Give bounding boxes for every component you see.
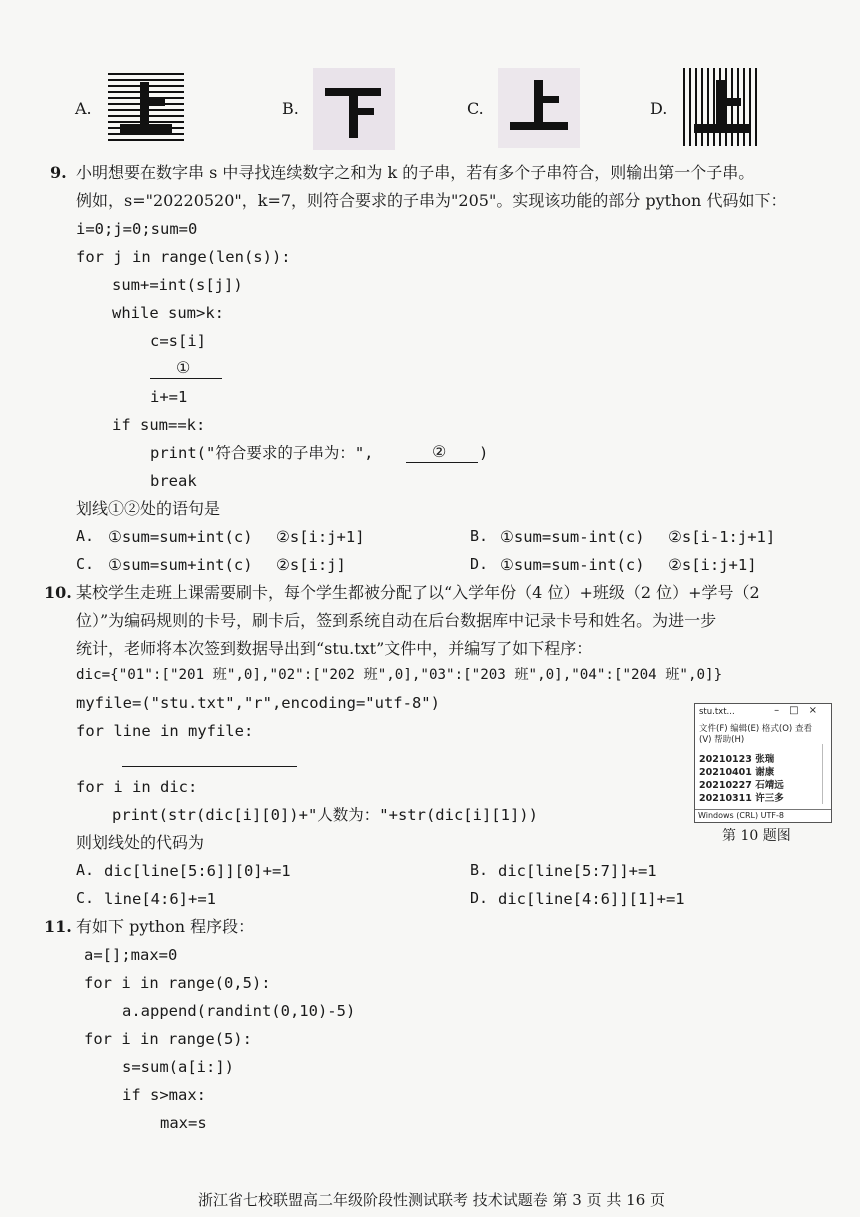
option-letter: D.: [470, 555, 489, 573]
code-line: dic={"01":["201 班",0],"02":["202 班",0],"03":["203 班",0],"04":["204 班",0]}: [76, 667, 723, 683]
code-line: i+=1: [150, 388, 188, 406]
option-letter: D.: [470, 889, 489, 907]
option-label: B.: [282, 99, 299, 118]
code-line: if sum==k:: [112, 416, 206, 434]
option-letter: A.: [76, 527, 95, 545]
code-line: a=[];max=0: [84, 946, 178, 964]
option-part-1: ①sum=sum-int(c): [500, 528, 645, 546]
code-line: break: [150, 472, 197, 490]
glyph-image-c: [498, 68, 580, 148]
option-letter: A.: [76, 861, 95, 879]
scrollbar: [822, 744, 829, 804]
notepad-line: 20210401 谢康: [699, 767, 775, 778]
code-line: for i in range(5):: [84, 1030, 252, 1048]
code-line: print("符合要求的子串为：",: [150, 444, 374, 462]
option-label: C.: [467, 99, 484, 118]
code-line: ): [479, 444, 489, 462]
page-footer: 浙江省七校联盟高二年级阶段性测试联考 技术试题卷 第 3 页 共 16 页: [198, 1191, 666, 1209]
option-part-2: ②s[i:j]: [276, 556, 346, 574]
code-line: i=0;j=0;sum=0: [76, 220, 198, 238]
option-letter: B.: [470, 527, 489, 545]
notepad-line: 20210123 张瑞: [699, 754, 775, 765]
glyph-image-b: [313, 68, 395, 150]
code-line: if s>max:: [122, 1086, 206, 1104]
question-stem: 例如，s="20220520"，k=7，则符合要求的子串为"205"。实现该功能的部分 python 代码如下：: [76, 191, 787, 210]
option-text: line[4:6]+=1: [104, 890, 216, 908]
option-letter: C.: [76, 555, 95, 573]
notepad-line: 20210227 石靖远: [699, 780, 784, 791]
option-label: A.: [75, 99, 92, 118]
blank-marker: ②: [432, 442, 447, 461]
option-text: dic[line[5:6]][0]+=1: [104, 862, 291, 880]
question-stem: 位）”为编码规则的卡号，刷卡后，签到系统自动在后台数据库中记录卡号和姓名。为进一步: [76, 611, 717, 630]
notepad-line: 20210311 许三多: [699, 793, 784, 804]
notepad-figure: [694, 703, 832, 823]
code-line: for i in range(0,5):: [84, 974, 271, 992]
code-line: print(str(dic[i][0])+"人数为："+str(dic[i][1])): [112, 806, 538, 824]
code-line: max=s: [160, 1114, 207, 1132]
question-stem: 某校学生走班上课需要刷卡，每个学生都被分配了以“入学年份（4 位）+班级（2 位）+学号（2: [76, 583, 760, 602]
answer-blank-2: [406, 462, 478, 463]
code-line: myfile=("stu.txt","r",encoding="utf-8"): [76, 694, 440, 712]
code-line: for j in range(len(s)):: [76, 248, 291, 266]
code-line: a.append(randint(0,10)-5): [122, 1002, 356, 1020]
answer-blank-1: [150, 378, 222, 379]
window-controls: –□×: [774, 705, 827, 716]
option-part-2: ②s[i:j+1]: [668, 556, 757, 574]
question-stem: 统计，老师将本次签到数据导出到“stu.txt”文件中，并编写了如下程序：: [76, 639, 593, 658]
code-line: for i in dic:: [76, 778, 198, 796]
option-part-1: ①sum=sum+int(c): [108, 556, 253, 574]
question-number: 10.: [44, 583, 72, 602]
blank-marker: ①: [176, 358, 191, 377]
option-part-2: ②s[i:j+1]: [276, 528, 365, 546]
option-label: D.: [650, 99, 668, 118]
option-letter: B.: [470, 861, 489, 879]
option-part-2: ②s[i-1:j+1]: [668, 528, 776, 546]
glyph-image-d: [680, 66, 764, 148]
question-stem: 有如下 python 程序段：: [76, 917, 255, 936]
notepad-menu: 文件(F) 编辑(E) 格式(O) 查看(V) 帮助(H): [699, 724, 812, 745]
glyph-image-a: [106, 68, 186, 146]
code-line: while sum>k:: [112, 304, 224, 322]
option-letter: C.: [76, 889, 95, 907]
option-text: dic[line[5:7]]+=1: [498, 862, 657, 880]
notepad-title: stu.txt...: [699, 707, 735, 717]
option-text: dic[line[4:6]][1]+=1: [498, 890, 685, 908]
question-stem: 小明想要在数字串 s 中寻找连续数字之和为 k 的子串，若有多个子串符合，则输出第一个子串。: [76, 163, 755, 182]
figure-caption: 第 10 题图: [722, 828, 791, 844]
answer-blank: [122, 766, 297, 767]
notepad-status: Windows (CRL) UTF-8: [695, 809, 831, 822]
question-number: 11.: [44, 917, 72, 936]
question-prompt: 划线①②处的语句是: [76, 499, 221, 518]
code-line: for line in myfile:: [76, 722, 254, 740]
question-number: 9.: [50, 163, 67, 182]
code-line: s=sum(a[i:]): [122, 1058, 234, 1076]
question-prompt: 则划线处的代码为: [76, 833, 205, 852]
code-line: sum+=int(s[j]): [112, 276, 243, 294]
option-part-1: ①sum=sum+int(c): [108, 528, 253, 546]
option-part-1: ①sum=sum-int(c): [500, 556, 645, 574]
code-line: c=s[i]: [150, 332, 206, 350]
